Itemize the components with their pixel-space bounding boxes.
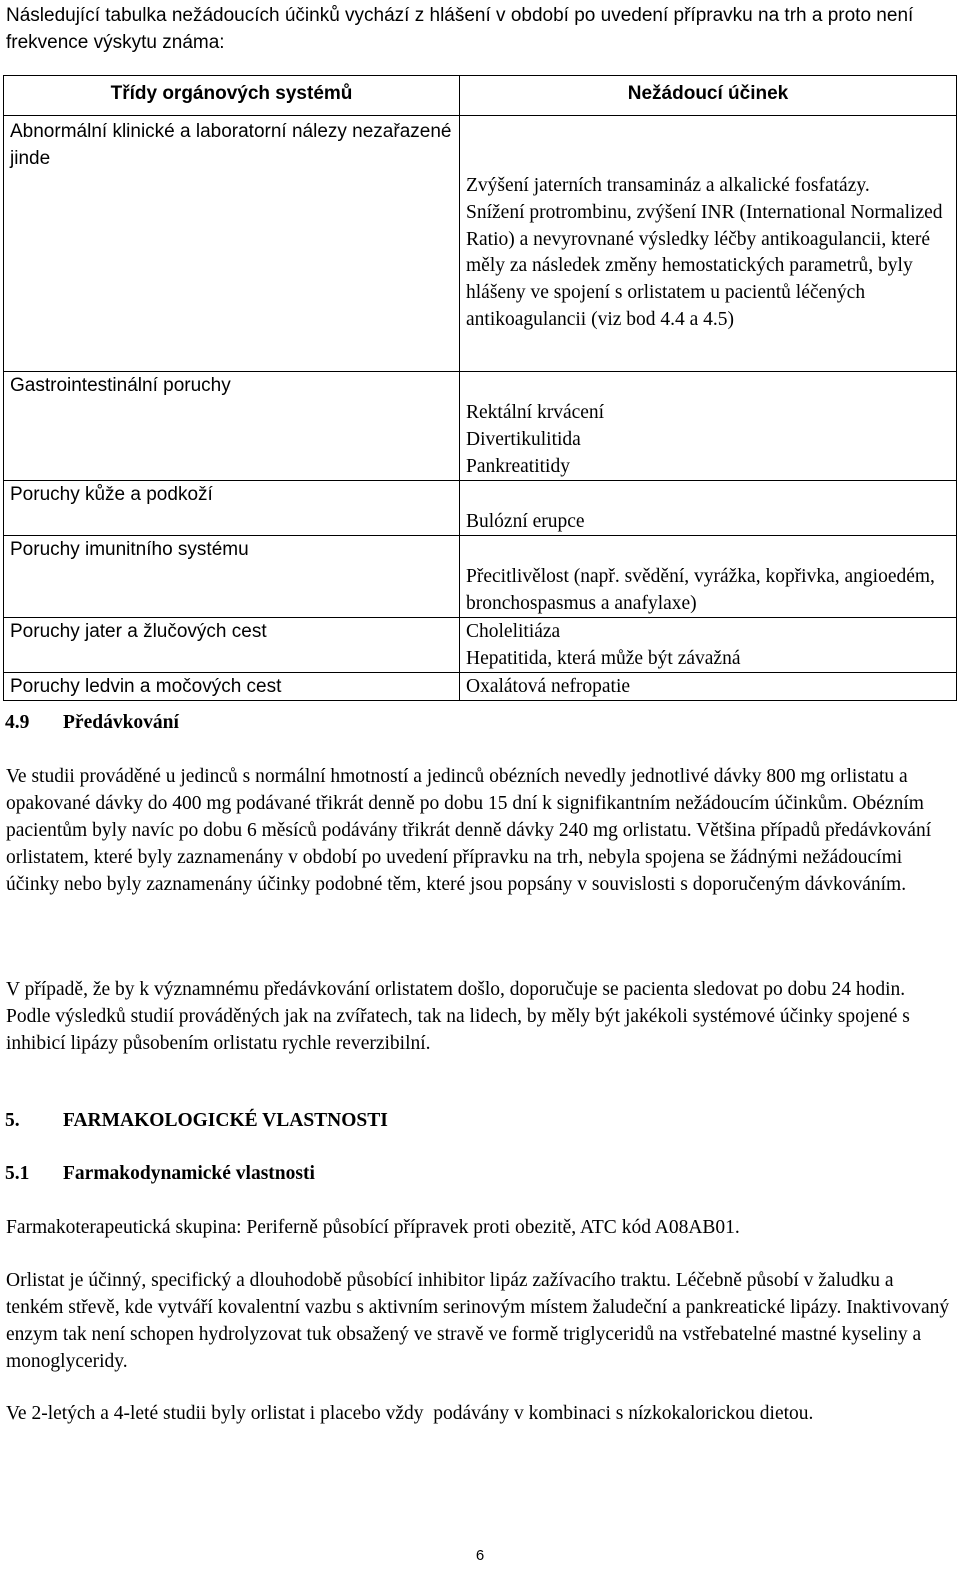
adverse-effect-cell: Zvýšení jaterních transamináz a alkalické fosfatázy. Snížení protrombinu, zvýšení INR (International Normalized Ratio) a nevyrovnané výsledky léčby antikoagulancii, které měly za následek změny hemostatických parametrů, byly hlášeny ve spojení s orlistatem u pacientů léčených antikoagulancii (viz bod 4.4 a 4.5) bbox=[460, 116, 957, 372]
table-row bbox=[4, 536, 957, 618]
table-row bbox=[4, 673, 957, 701]
intro-paragraph: Následující tabulka nežádoucích účinků vychází z hlášení v období po uvedení přípravku na trh a proto není frekvence výskytu známa: bbox=[6, 5, 914, 53]
section-4-9-heading bbox=[5, 709, 179, 736]
section-number: 5. bbox=[5, 1110, 20, 1131]
overdose-paragraph-2: V případě, že by k významnému předávkování orlistatem došlo, doporučuje se pacienta sledovat po dobu 24 hodin. Podle výsledků studií prováděných jak na zvířatech, tak na lidech, by měly být jakékoli systémové účinky spojené s inhibicí lipázy působením orlistatu rychle reverzibilní. bbox=[6, 979, 910, 1054]
header-organ-systems: Třídy orgánových systémů bbox=[4, 76, 460, 116]
overdose-paragraph-1: Ve studii prováděné u jedinců s normální hmotností a jedinců obézních nevedly jednotlivé dávky 800 mg orlistatu a opakované dávky do 400 mg podávané třikrát denně po dobu 15 dní k signifikantním nežádoucím účinkům. Obézním pacientům byly navíc po dobu 6 měsíců podávány třikrát denně dávky 240 mg orlistatu. Většina případů předávkování orlistatem, které byly zaznamenány v období po uvedení přípravku na trh, nebyla spojena se žádnými nežádoucími účinky nebo byly zaznamenány účinky podobné těm, které jsou popsány v souvislosti s doporučeným dávkováním. bbox=[6, 766, 932, 895]
pharmacotherapeutic-group-paragraph: Farmakoterapeutická skupina: Periferně působící přípravek proti obezitě, ATC kód A08AB01. bbox=[6, 1217, 740, 1238]
organ-system-cell: Gastrointestinální poruchy bbox=[4, 372, 460, 481]
section-5-heading bbox=[5, 1107, 388, 1134]
organ-system-cell: Poruchy jater a žlučových cest bbox=[4, 618, 460, 673]
organ-system-cell: Poruchy imunitního systému bbox=[4, 536, 460, 618]
adverse-effects-table bbox=[3, 75, 957, 701]
table-row bbox=[4, 116, 957, 372]
mechanism-paragraph: Orlistat je účinný, specifický a dlouhodobě působící inhibitor lipáz zažívacího traktu. Léčebně působí v žaludku a tenkém střevě, kde vytváří kovalentní vazbu s aktivním serinovým místem žaludeční a pankreatické lipázy. Inaktivovaný enzym tak není schopen hydrolyzovat tuk obsažený ve stravě ve formě triglyceridů na vstřebatelné mastné kyseliny a monoglyceridy. bbox=[6, 1270, 950, 1372]
table-row bbox=[4, 618, 957, 673]
document-page bbox=[5, 0, 956, 1564]
studies-paragraph: Ve 2-letých a 4-leté studii byly orlistat i placebo vždy podávány v kombinaci s nízkokalorickou dietou. bbox=[6, 1403, 814, 1424]
table-row bbox=[4, 372, 957, 481]
table-row bbox=[4, 481, 957, 536]
section-number: 4.9 bbox=[5, 712, 30, 733]
organ-system-cell: Abnormální klinické a laboratorní nálezy nezařazené jinde bbox=[4, 116, 460, 372]
adverse-effect-cell: Rektální krvácení Divertikulitida Pankreatitidy bbox=[460, 372, 957, 481]
adverse-effect-cell: Přecitlivělost (např. svědění, vyrážka, kopřivka, angioedém, bronchospasmus a anafylaxe) bbox=[460, 536, 957, 618]
section-title: Předávkování bbox=[63, 712, 179, 733]
adverse-effect-cell: Cholelitiáza Hepatitida, která může být závažná bbox=[460, 618, 957, 673]
page-number: 6 bbox=[475, 1547, 485, 1564]
adverse-effect-cell: Oxalátová nefropatie bbox=[460, 673, 957, 701]
organ-system-cell: Poruchy ledvin a močových cest bbox=[4, 673, 460, 701]
table-header-row bbox=[4, 76, 957, 116]
section-5-1-heading bbox=[5, 1160, 315, 1187]
section-title: Farmakodynamické vlastnosti bbox=[63, 1163, 315, 1184]
section-number: 5.1 bbox=[5, 1163, 30, 1184]
header-adverse-effect: Nežádoucí účinek bbox=[460, 76, 957, 116]
organ-system-cell: Poruchy kůže a podkoží bbox=[4, 481, 460, 536]
adverse-effect-cell: Bulózní erupce bbox=[460, 481, 957, 536]
section-title: FARMAKOLOGICKÉ VLASTNOSTI bbox=[63, 1110, 388, 1131]
